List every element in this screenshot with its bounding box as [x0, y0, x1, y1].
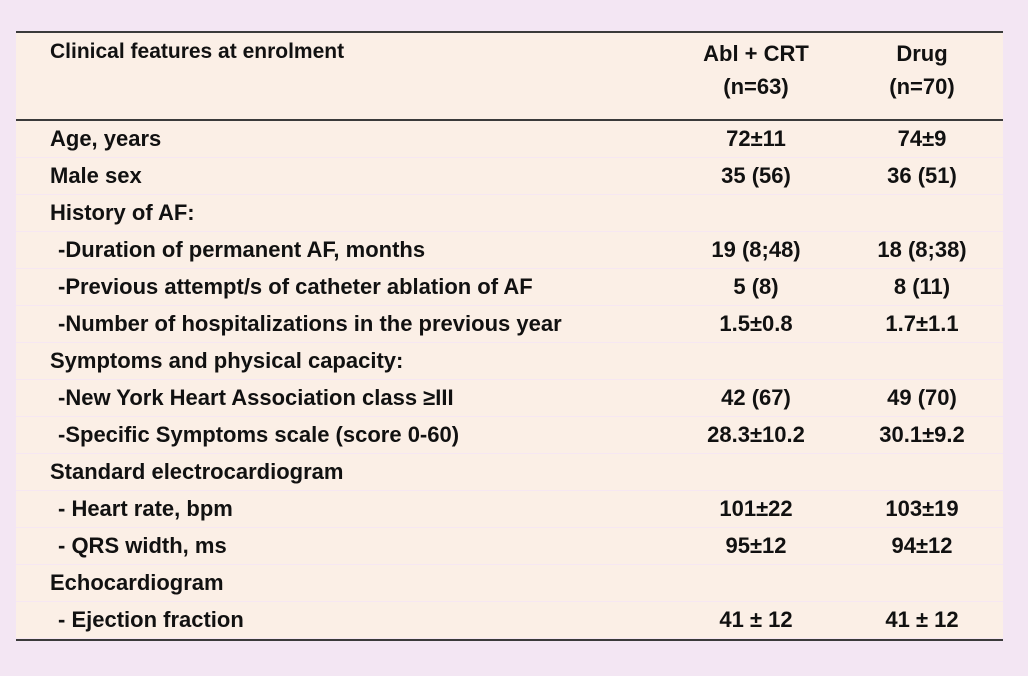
row-label: - Heart rate, bpm [58, 496, 233, 521]
table-header-row [16, 33, 1003, 119]
row-value-drug: 18 (8;38) [877, 237, 967, 262]
table-row [16, 343, 1003, 380]
table-row [16, 232, 1003, 269]
table-row [16, 158, 1003, 195]
row-value-drug: 94±12 [891, 533, 953, 558]
row-value-drug: 103±19 [885, 496, 959, 521]
row-label: -Duration of permanent AF, months [58, 237, 426, 262]
row-value-drug: 1.7±1.1 [885, 311, 959, 336]
table-bottom-rule [16, 639, 1003, 641]
row-label: Symptoms and physical capacity: [50, 348, 404, 373]
row-value-abl-crt: 5 (8) [733, 274, 779, 299]
table-row [16, 269, 1003, 306]
row-value-abl-crt: 72±11 [726, 126, 786, 151]
row-value-drug: 8 (11) [893, 274, 951, 299]
table-row [16, 602, 1003, 639]
row-value-abl-crt: 42 (67) [721, 385, 791, 410]
row-label: Echocardiogram [50, 570, 224, 595]
row-label: Standard electrocardiogram [50, 459, 344, 484]
table-row [16, 454, 1003, 491]
row-label: - QRS width, ms [58, 533, 227, 558]
header-feature: Clinical features at enrolment [50, 40, 345, 63]
row-value-drug: 41 ± 12 [885, 607, 959, 632]
table-row [16, 195, 1003, 232]
header-group-abl-crt [671, 37, 841, 103]
row-value-abl-crt: 41 ± 12 [719, 607, 793, 632]
table-row [16, 380, 1003, 417]
table-row [16, 121, 1003, 158]
header-group2-n: (n=70) [889, 74, 955, 99]
clinical-features-table [16, 31, 1003, 641]
row-label: Male sex [50, 163, 142, 188]
table-body [16, 121, 1003, 639]
table-row [16, 417, 1003, 454]
row-value-abl-crt: 19 (8;48) [711, 237, 801, 262]
row-label: Age, years [50, 126, 162, 151]
row-value-drug: 30.1±9.2 [879, 422, 965, 447]
row-value-drug: 49 (70) [887, 385, 957, 410]
header-group1-name: Abl + CRT [703, 41, 809, 66]
table-row [16, 528, 1003, 565]
header-group1-n: (n=63) [723, 74, 789, 99]
row-value-abl-crt: 1.5±0.8 [719, 311, 793, 336]
row-value-abl-crt: 35 (56) [721, 163, 791, 188]
table-row [16, 565, 1003, 602]
header-group2-name: Drug [896, 41, 948, 66]
row-label: -Specific Symptoms scale (score 0-60) [58, 422, 460, 447]
row-label: -Number of hospitalizations in the previous year [58, 311, 562, 336]
row-value-drug: 36 (51) [887, 163, 957, 188]
row-label: - Ejection fraction [58, 607, 244, 632]
header-group-drug [841, 37, 1003, 103]
row-value-abl-crt: 28.3±10.2 [707, 422, 805, 447]
row-value-drug: 74±9 [897, 126, 947, 151]
row-label: -New York Heart Association class ≥III [58, 385, 454, 410]
row-label: History of AF: [50, 200, 195, 225]
table-row [16, 491, 1003, 528]
row-value-abl-crt: 101±22 [719, 496, 793, 521]
row-label: -Previous attempt/s of catheter ablation of AF [58, 274, 533, 299]
table-row [16, 306, 1003, 343]
row-value-abl-crt: 95±12 [725, 533, 787, 558]
